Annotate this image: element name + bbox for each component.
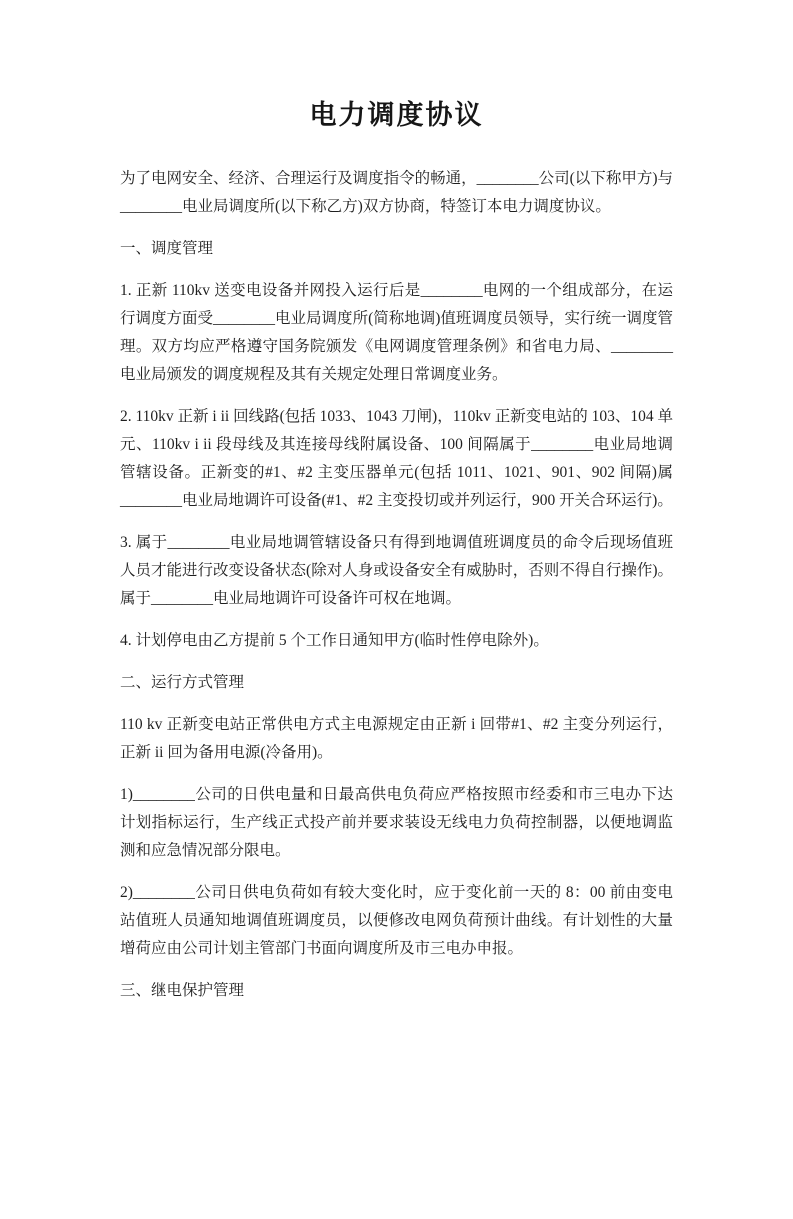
document-title: 电力调度协议: [309, 100, 484, 130]
paragraph-operation-1: 110 kv 正新变电站正常供电方式主电源规定由正新 i 回带#1、#2 主变分列运行，正新 ii 回为备用电源(冷备用)。: [120, 716, 673, 761]
paragraph-operation-2: 1)________公司的日供电量和日最高供电负荷应严格按照市经委和市三电办下达计划指标运行，生产线正式投产前并要求装设无线电力负荷控制器，以便地调监测和应急情况部分限电。: [120, 786, 673, 859]
section-heading-operation-mode: 二、运行方式管理: [120, 674, 245, 691]
paragraph-operation-3: 2)________公司日供电负荷如有较大变化时，应于变化前一天的 8：00 前由变电站值班人员通知地调值班调度员，以便修改电网负荷预计曲线。有计划性的大量增荷应由公司计划主管部门书面向调度所及市三电办申报。: [120, 884, 673, 957]
document-body: [120, 165, 673, 1005]
paragraph-dispatch-3: 3. 属于________电业局地调管辖设备只有得到地调值班调度员的命令后现场值班人员才能进行改变设备状态(除对人身或设备安全有威胁时，否则不得自行操作)。属于________电业局地调许可设备许可权在地调。: [120, 534, 673, 607]
paragraph-dispatch-1: 1. 正新 110kv 送变电设备并网投入运行后是________电网的一个组成部分，在运行调度方面受________电业局调度所(简称地调)值班调度员领导，实行统一调度管理。双方均应严格遵守国务院颁发《电网调度管理条例》和省电力局、________电业局颁发的调度规程及其有关规定处理日常调度业务。: [120, 282, 673, 383]
section-heading-dispatch-management: 一、调度管理: [120, 240, 214, 257]
intro-paragraph: 为了电网安全、经济、合理运行及调度指令的畅通，________公司(以下称甲方)与________电业局调度所(以下称乙方)双方协商，特签订本电力调度协议。: [120, 170, 673, 215]
paragraph-dispatch-2: 2. 110kv 正新 i ii 回线路(包括 1033、1043 刀闸)，110kv 正新变电站的 103、104 单元、110kv i ii 段母线及其连接母线附属设备、100 间隔属于________电业局地调管辖设备。正新变的#1、#2 主变压器单元(包括 1011、1021、901、902 间隔)属________电业局地调许可设备(#1、#2 主变投切或并列运行，900 开关合环运行)。: [120, 408, 673, 509]
paragraph-dispatch-4: 4. 计划停电由乙方提前 5 个工作日通知甲方(临时性停电除外)。: [120, 632, 549, 649]
document-page: [0, 97, 793, 1219]
section-heading-relay-protection: 三、继电保护管理: [120, 982, 245, 999]
